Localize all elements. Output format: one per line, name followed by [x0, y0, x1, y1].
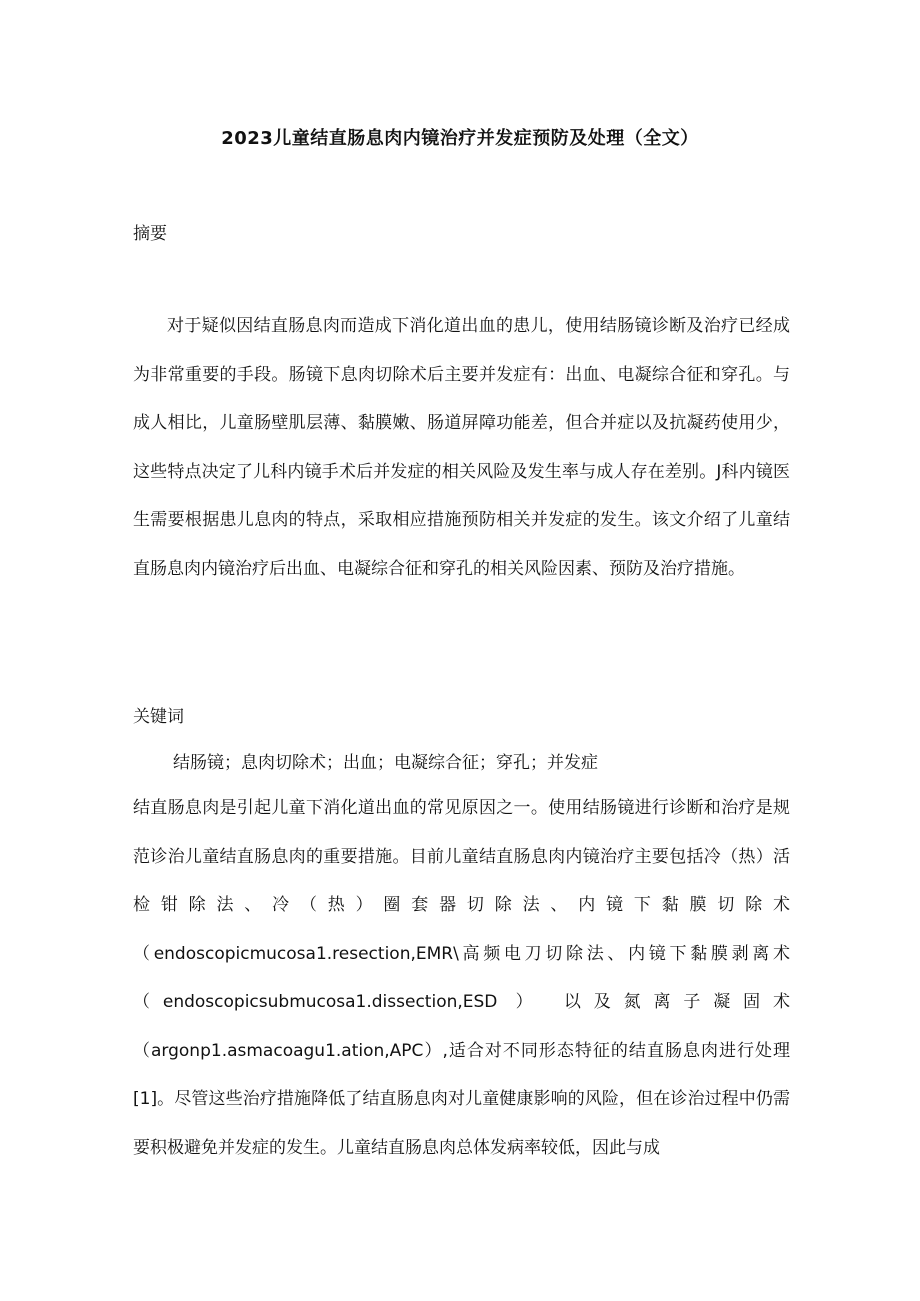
- abstract-heading: 摘要: [133, 224, 167, 244]
- keywords-heading: 关键词: [133, 707, 184, 727]
- body-paragraph: 结直肠息肉是引起儿童下消化道出血的常见原因之一。使用结肠镜进行诊断和治疗是规范诊治儿童结直肠息肉的重要措施。目前儿童结直肠息肉内镜治疗主要包括冷（热）活检钳除法、冷（热）圈套器切除法、内镜下黏膜切除术（endoscopicmucosa1.resection,EMR\高频电刀切除法、内镜下黏膜剥离术（endoscopicsubmucosa1.dissection,ESD ） 以及氮离子凝固术 （argonp1.asmacoagu1.ation,APC）,适合对不同形态特征的结直肠息肉进行处理[1]。尽管这些治疗措施降低了结直肠息肉对儿童健康影响的风险，但在诊治过程中仍需要积极避免并发症的发生。儿童结直肠息肉总体发病率较低，因此与成: [133, 798, 790, 1158]
- abstract-paragraph: 对于疑似因结直肠息肉而造成下消化道出血的患儿，使用结肠镜诊断及治疗已经成为非常重要的手段。肠镜下息肉切除术后主要并发症有：出血、电凝综合征和穿孔。与成人相比，儿童肠壁肌层薄、黏膜嫩、肠道屏障功能差，但合并症以及抗凝药使用少，这些特点决定了儿科内镜手术后并发症的相关风险及发生率与成人存在差别。J科内镜医生需要根据患儿息肉的特点，采取相应措施预防相关并发症的发生。该文介绍了儿童结直肠息肉内镜治疗后出血、电凝综合征和穿孔的相关风险因素、预防及治疗措施。: [133, 316, 790, 579]
- document-title: 2023儿童结直肠息肉内镜治疗并发症预防及处理（全文）: [221, 128, 699, 149]
- keywords-list: 结肠镜；息肉切除术；出血；电凝综合征；穿孔；并发症: [173, 753, 598, 773]
